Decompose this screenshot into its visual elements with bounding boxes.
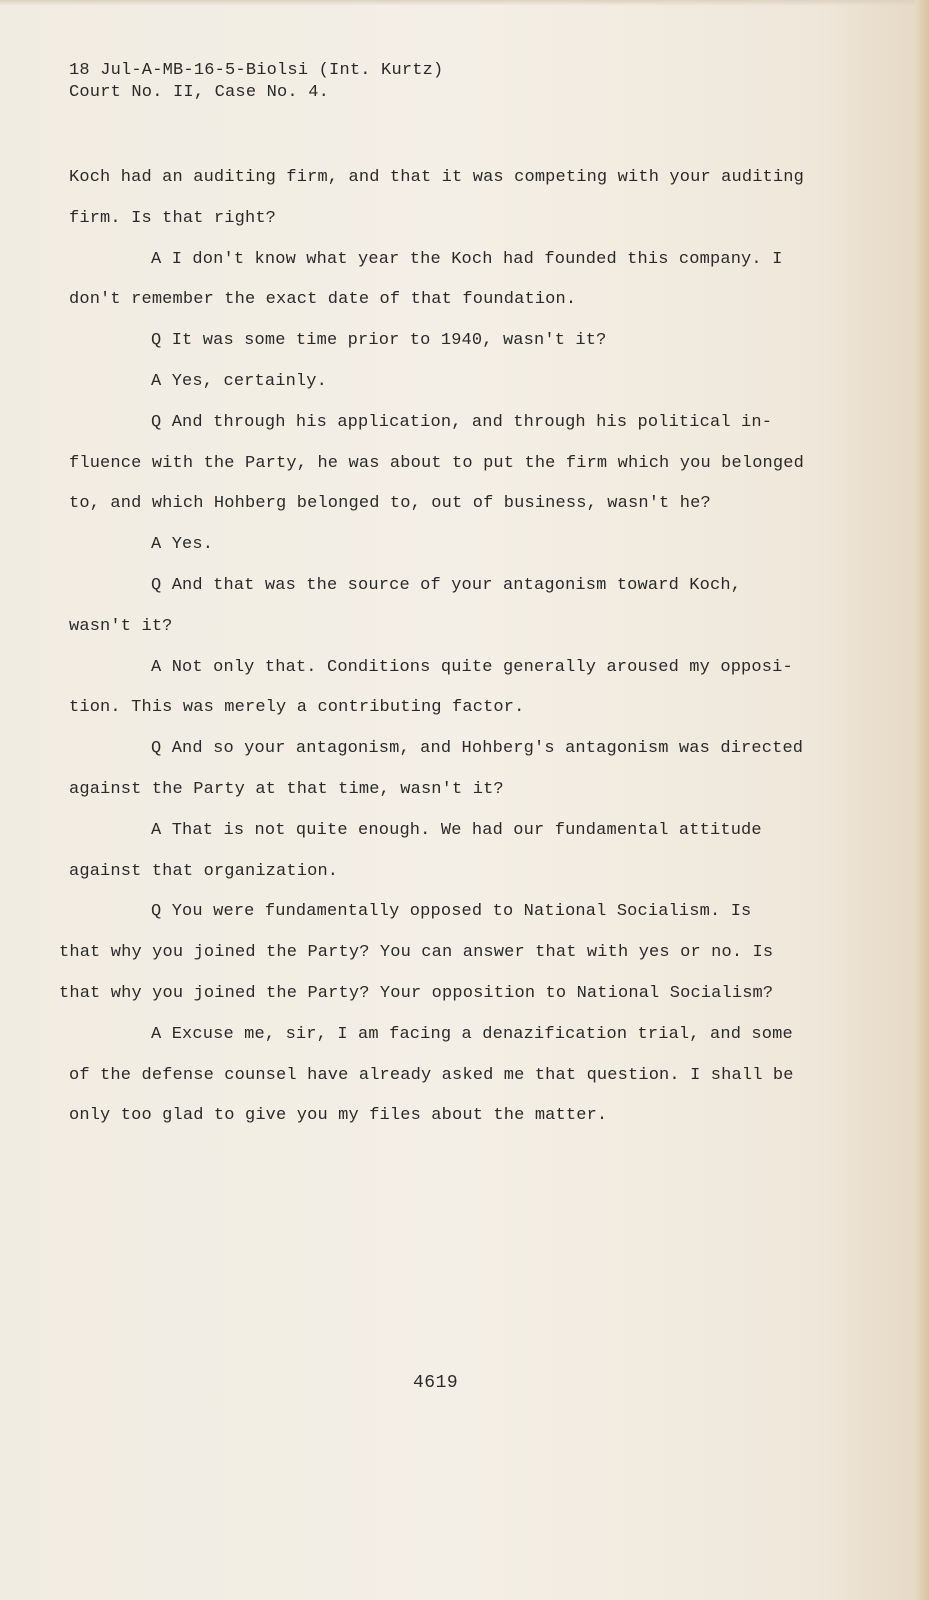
document-header [69,60,443,104]
transcript-line: against the Party at that time, wasn't it? [69,779,504,799]
header-line-1: 18 Jul-A-MB-16-5-Biolsi (Int. Kurtz) [69,61,444,80]
transcript-line: firm. Is that right? [69,208,277,228]
transcript-line: wasn't it? [69,616,173,636]
transcript-line: A Yes. [151,535,214,555]
transcript-line: A I don't know what year the Koch had founded this company. I [151,249,783,269]
transcript-line: Koch had an auditing firm, and that it was competing with your auditing [69,168,804,187]
paper-top-shadow [0,0,929,6]
transcript-line: A That is not quite enough. We had our fundamental attitude [151,820,762,840]
transcript-line: only too glad to give you my files about the matter. [69,1106,608,1126]
transcript-line: tion. This was merely a contributing factor. [69,698,525,718]
transcript-line: don't remember the exact date of that foundation. [69,290,577,310]
transcript-line: to, and which Hohberg belonged to, out of business, wasn't he? [69,494,711,514]
transcript-line: Q And that was the source of your antagonism toward Koch, [151,575,742,595]
transcript-line: Q You were fundamentally opposed to National Socialism. Is [151,902,752,922]
transcript-line: fluence with the Party, he was about to put the firm which you belonged [69,453,804,473]
transcript-line: against that organization. [69,861,339,881]
page-number: 4619 [413,1373,459,1393]
paper-right-edge [915,0,929,1600]
transcript-line: A Yes, certainly. [151,371,327,391]
header-line-2: Court No. II, Case No. 4. [69,83,330,102]
transcript-line: A Not only that. Conditions quite generally aroused my opposi- [151,657,793,677]
transcript-line: Q And so your antagonism, and Hohberg's antagonism was directed [151,739,804,759]
transcript-line: of the defense counsel have already asked me that question. I shall be [69,1065,794,1085]
transcript-line: that why you joined the Party? You can answer that with yes or no. Is [59,943,774,963]
transcript-line: Q And through his application, and through his political in- [151,412,773,432]
transcript-line: A Excuse me, sir, I am facing a denazification trial, and some [151,1024,793,1044]
transcript-line: Q It was some time prior to 1940, wasn't it? [151,331,607,351]
transcript-body [59,158,809,1137]
transcript-line: that why you joined the Party? Your opposition to National Socialism? [59,983,774,1003]
